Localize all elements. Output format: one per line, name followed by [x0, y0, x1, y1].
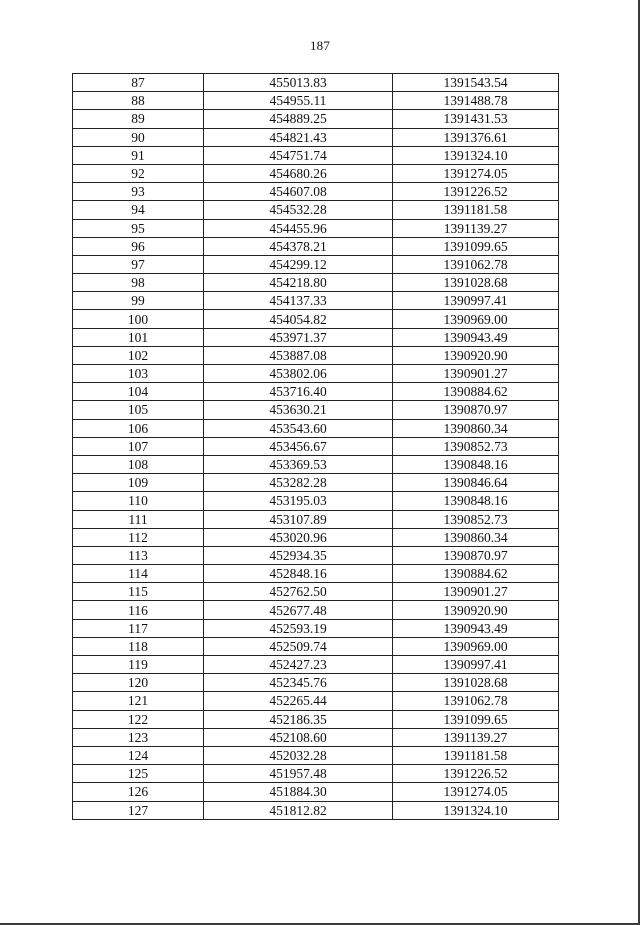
- x-coordinate-cell: 454532.28: [204, 201, 393, 219]
- coordinates-table: [72, 73, 559, 820]
- coordinates-table-body: [73, 74, 559, 820]
- y-coordinate-cell: 1391181.58: [393, 201, 559, 219]
- table-row: [73, 692, 559, 710]
- x-coordinate-cell: 454751.74: [204, 146, 393, 164]
- x-coordinate-cell: 455013.83: [204, 74, 393, 92]
- y-coordinate-cell: 1391274.05: [393, 164, 559, 182]
- y-coordinate-cell: 1390884.62: [393, 565, 559, 583]
- table-row: [73, 74, 559, 92]
- table-row: [73, 92, 559, 110]
- y-coordinate-cell: 1390901.27: [393, 583, 559, 601]
- table-row: [73, 274, 559, 292]
- x-coordinate-cell: 452427.23: [204, 656, 393, 674]
- y-coordinate-cell: 1390860.34: [393, 528, 559, 546]
- table-row: [73, 637, 559, 655]
- table-row: [73, 455, 559, 473]
- page-number: 187: [309, 38, 331, 53]
- table-row: [73, 419, 559, 437]
- table-row: [73, 164, 559, 182]
- y-coordinate-cell: 1391488.78: [393, 92, 559, 110]
- table-row: [73, 656, 559, 674]
- table-row: [73, 328, 559, 346]
- y-coordinate-cell: 1390848.16: [393, 455, 559, 473]
- point-number-cell: 122: [73, 710, 204, 728]
- point-number-cell: 125: [73, 765, 204, 783]
- x-coordinate-cell: 452186.35: [204, 710, 393, 728]
- table-row: [73, 310, 559, 328]
- y-coordinate-cell: 1391099.65: [393, 710, 559, 728]
- y-coordinate-cell: 1390943.49: [393, 328, 559, 346]
- table-row: [73, 401, 559, 419]
- point-number-cell: 105: [73, 401, 204, 419]
- x-coordinate-cell: 454218.80: [204, 274, 393, 292]
- point-number-cell: 114: [73, 565, 204, 583]
- x-coordinate-cell: 453107.89: [204, 510, 393, 528]
- y-coordinate-cell: 1391274.05: [393, 783, 559, 801]
- x-coordinate-cell: 452593.19: [204, 619, 393, 637]
- point-number-cell: 113: [73, 546, 204, 564]
- y-coordinate-cell: 1391226.52: [393, 765, 559, 783]
- y-coordinate-cell: 1391226.52: [393, 183, 559, 201]
- x-coordinate-cell: 454955.11: [204, 92, 393, 110]
- x-coordinate-cell: 454821.43: [204, 128, 393, 146]
- point-number-cell: 123: [73, 728, 204, 746]
- table-row: [73, 201, 559, 219]
- point-number-cell: 111: [73, 510, 204, 528]
- y-coordinate-cell: 1391324.10: [393, 146, 559, 164]
- table-row: [73, 128, 559, 146]
- table-row: [73, 110, 559, 128]
- point-number-cell: 90: [73, 128, 204, 146]
- x-coordinate-cell: 453020.96: [204, 528, 393, 546]
- table-row: [73, 583, 559, 601]
- y-coordinate-cell: 1390969.00: [393, 310, 559, 328]
- x-coordinate-cell: 454455.96: [204, 219, 393, 237]
- x-coordinate-cell: 452848.16: [204, 565, 393, 583]
- y-coordinate-cell: 1391139.27: [393, 728, 559, 746]
- x-coordinate-cell: 451957.48: [204, 765, 393, 783]
- x-coordinate-cell: 454137.33: [204, 292, 393, 310]
- y-coordinate-cell: 1390870.97: [393, 401, 559, 419]
- table-row: [73, 437, 559, 455]
- table-row: [73, 510, 559, 528]
- point-number-cell: 98: [73, 274, 204, 292]
- table-row: [73, 710, 559, 728]
- table-row: [73, 219, 559, 237]
- point-number-cell: 106: [73, 419, 204, 437]
- x-coordinate-cell: 452934.35: [204, 546, 393, 564]
- point-number-cell: 108: [73, 455, 204, 473]
- point-number-cell: 127: [73, 801, 204, 819]
- table-row: [73, 674, 559, 692]
- y-coordinate-cell: 1391376.61: [393, 128, 559, 146]
- y-coordinate-cell: 1390860.34: [393, 419, 559, 437]
- point-number-cell: 94: [73, 201, 204, 219]
- x-coordinate-cell: 454889.25: [204, 110, 393, 128]
- x-coordinate-cell: 452762.50: [204, 583, 393, 601]
- x-coordinate-cell: 454054.82: [204, 310, 393, 328]
- point-number-cell: 103: [73, 365, 204, 383]
- table-row: [73, 255, 559, 273]
- x-coordinate-cell: 453971.37: [204, 328, 393, 346]
- y-coordinate-cell: 1390884.62: [393, 383, 559, 401]
- point-number-cell: 126: [73, 783, 204, 801]
- y-coordinate-cell: 1390852.73: [393, 510, 559, 528]
- table-row: [73, 801, 559, 819]
- point-number-cell: 107: [73, 437, 204, 455]
- table-row: [73, 728, 559, 746]
- point-number-cell: 87: [73, 74, 204, 92]
- y-coordinate-cell: 1391028.68: [393, 274, 559, 292]
- y-coordinate-cell: 1391543.54: [393, 74, 559, 92]
- x-coordinate-cell: 451884.30: [204, 783, 393, 801]
- y-coordinate-cell: 1391181.58: [393, 746, 559, 764]
- x-coordinate-cell: 453630.21: [204, 401, 393, 419]
- x-coordinate-cell: 453716.40: [204, 383, 393, 401]
- x-coordinate-cell: 453543.60: [204, 419, 393, 437]
- x-coordinate-cell: 453802.06: [204, 365, 393, 383]
- x-coordinate-cell: 451812.82: [204, 801, 393, 819]
- table-row: [73, 546, 559, 564]
- point-number-cell: 120: [73, 674, 204, 692]
- x-coordinate-cell: 452032.28: [204, 746, 393, 764]
- y-coordinate-cell: 1390920.90: [393, 346, 559, 364]
- point-number-cell: 88: [73, 92, 204, 110]
- point-number-cell: 112: [73, 528, 204, 546]
- y-coordinate-cell: 1391028.68: [393, 674, 559, 692]
- point-number-cell: 92: [73, 164, 204, 182]
- x-coordinate-cell: 452108.60: [204, 728, 393, 746]
- point-number-cell: 100: [73, 310, 204, 328]
- table-row: [73, 619, 559, 637]
- point-number-cell: 95: [73, 219, 204, 237]
- point-number-cell: 119: [73, 656, 204, 674]
- y-coordinate-cell: 1390997.41: [393, 292, 559, 310]
- x-coordinate-cell: 454299.12: [204, 255, 393, 273]
- y-coordinate-cell: 1390901.27: [393, 365, 559, 383]
- x-coordinate-cell: 453195.03: [204, 492, 393, 510]
- table-row: [73, 237, 559, 255]
- point-number-cell: 117: [73, 619, 204, 637]
- table-row: [73, 146, 559, 164]
- x-coordinate-cell: 452677.48: [204, 601, 393, 619]
- point-number-cell: 124: [73, 746, 204, 764]
- x-coordinate-cell: 453456.67: [204, 437, 393, 455]
- y-coordinate-cell: 1390870.97: [393, 546, 559, 564]
- table-row: [73, 528, 559, 546]
- y-coordinate-cell: 1390848.16: [393, 492, 559, 510]
- x-coordinate-cell: 452265.44: [204, 692, 393, 710]
- table-row: [73, 183, 559, 201]
- point-number-cell: 93: [73, 183, 204, 201]
- table-row: [73, 383, 559, 401]
- y-coordinate-cell: 1390852.73: [393, 437, 559, 455]
- point-number-cell: 101: [73, 328, 204, 346]
- point-number-cell: 89: [73, 110, 204, 128]
- x-coordinate-cell: 452345.76: [204, 674, 393, 692]
- y-coordinate-cell: 1390943.49: [393, 619, 559, 637]
- point-number-cell: 97: [73, 255, 204, 273]
- table-row: [73, 746, 559, 764]
- y-coordinate-cell: 1390969.00: [393, 637, 559, 655]
- point-number-cell: 99: [73, 292, 204, 310]
- x-coordinate-cell: 454378.21: [204, 237, 393, 255]
- table-row: [73, 565, 559, 583]
- point-number-cell: 96: [73, 237, 204, 255]
- point-number-cell: 109: [73, 474, 204, 492]
- table-row: [73, 765, 559, 783]
- y-coordinate-cell: 1391099.65: [393, 237, 559, 255]
- y-coordinate-cell: 1390846.64: [393, 474, 559, 492]
- y-coordinate-cell: 1391062.78: [393, 255, 559, 273]
- x-coordinate-cell: 454680.26: [204, 164, 393, 182]
- table-row: [73, 365, 559, 383]
- point-number-cell: 102: [73, 346, 204, 364]
- y-coordinate-cell: 1391324.10: [393, 801, 559, 819]
- point-number-cell: 115: [73, 583, 204, 601]
- x-coordinate-cell: 453282.28: [204, 474, 393, 492]
- point-number-cell: 121: [73, 692, 204, 710]
- point-number-cell: 104: [73, 383, 204, 401]
- point-number-cell: 116: [73, 601, 204, 619]
- y-coordinate-cell: 1391139.27: [393, 219, 559, 237]
- table-row: [73, 492, 559, 510]
- x-coordinate-cell: 454607.08: [204, 183, 393, 201]
- table-row: [73, 783, 559, 801]
- x-coordinate-cell: 453369.53: [204, 455, 393, 473]
- y-coordinate-cell: 1390920.90: [393, 601, 559, 619]
- y-coordinate-cell: 1391431.53: [393, 110, 559, 128]
- y-coordinate-cell: 1390997.41: [393, 656, 559, 674]
- point-number-cell: 118: [73, 637, 204, 655]
- y-coordinate-cell: 1391062.78: [393, 692, 559, 710]
- table-row: [73, 474, 559, 492]
- x-coordinate-cell: 453887.08: [204, 346, 393, 364]
- table-row: [73, 346, 559, 364]
- point-number-cell: 91: [73, 146, 204, 164]
- x-coordinate-cell: 452509.74: [204, 637, 393, 655]
- point-number-cell: 110: [73, 492, 204, 510]
- table-row: [73, 292, 559, 310]
- table-row: [73, 601, 559, 619]
